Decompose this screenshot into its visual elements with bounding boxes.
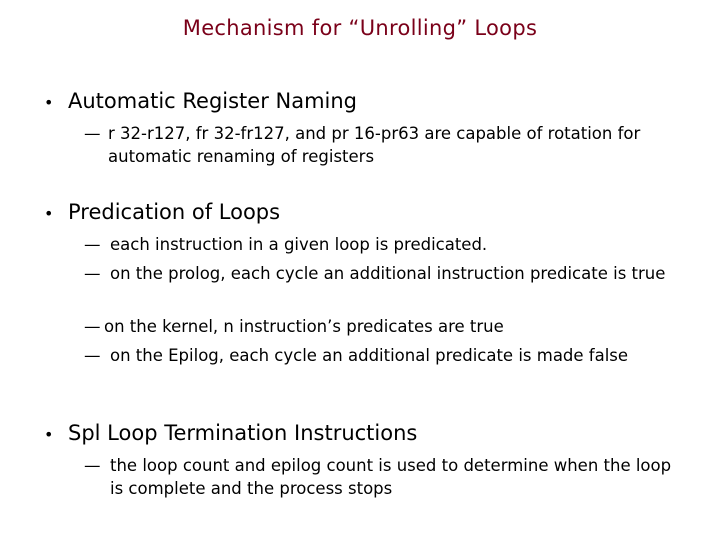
- sub-item-text: on the kernel, n instruction’s predicates are true: [104, 317, 504, 336]
- bullet-spl-loop-termination: [44, 421, 417, 445]
- sub-item: [84, 454, 684, 500]
- sub-item-text: r 32-r127, fr 32-fr127, and pr 16-pr63 are capable of rotation for automatic renaming of registers: [108, 124, 641, 166]
- bullet-heading: Automatic Register Naming: [68, 89, 358, 113]
- sub-item-text: the loop count and epilog count is used to determine when the loop is complete and the process stops: [110, 456, 672, 498]
- dash-marker: —: [84, 264, 101, 283]
- bullet-marker: •: [44, 204, 54, 223]
- bullet-heading: Spl Loop Termination Instructions: [68, 421, 418, 445]
- bullet-marker: •: [44, 93, 54, 112]
- dash-marker: —: [84, 317, 101, 336]
- sub-item-text: on the Epilog, each cycle an additional predicate is made false: [110, 346, 629, 365]
- bullet-heading: Predication of Loops: [68, 200, 281, 224]
- sub-item: [84, 344, 684, 367]
- sub-item-text: each instruction in a given loop is predicated.: [110, 235, 488, 254]
- bullet-predication-of-loops: [44, 200, 280, 224]
- sub-item: [84, 262, 684, 285]
- bullet-automatic-register-naming: [44, 89, 357, 113]
- sub-item-text: on the prolog, each cycle an additional instruction predicate is true: [110, 264, 666, 283]
- sub-item: [84, 122, 684, 168]
- dash-marker: —: [84, 235, 101, 254]
- sub-item: [84, 315, 684, 338]
- slide-title: Mechanism for “Unrolling” Loops: [182, 16, 538, 40]
- dash-marker: —: [84, 346, 101, 365]
- bullet-marker: •: [44, 425, 54, 444]
- dash-marker: —: [84, 124, 101, 143]
- sub-item: [84, 233, 684, 256]
- dash-marker: —: [84, 456, 101, 475]
